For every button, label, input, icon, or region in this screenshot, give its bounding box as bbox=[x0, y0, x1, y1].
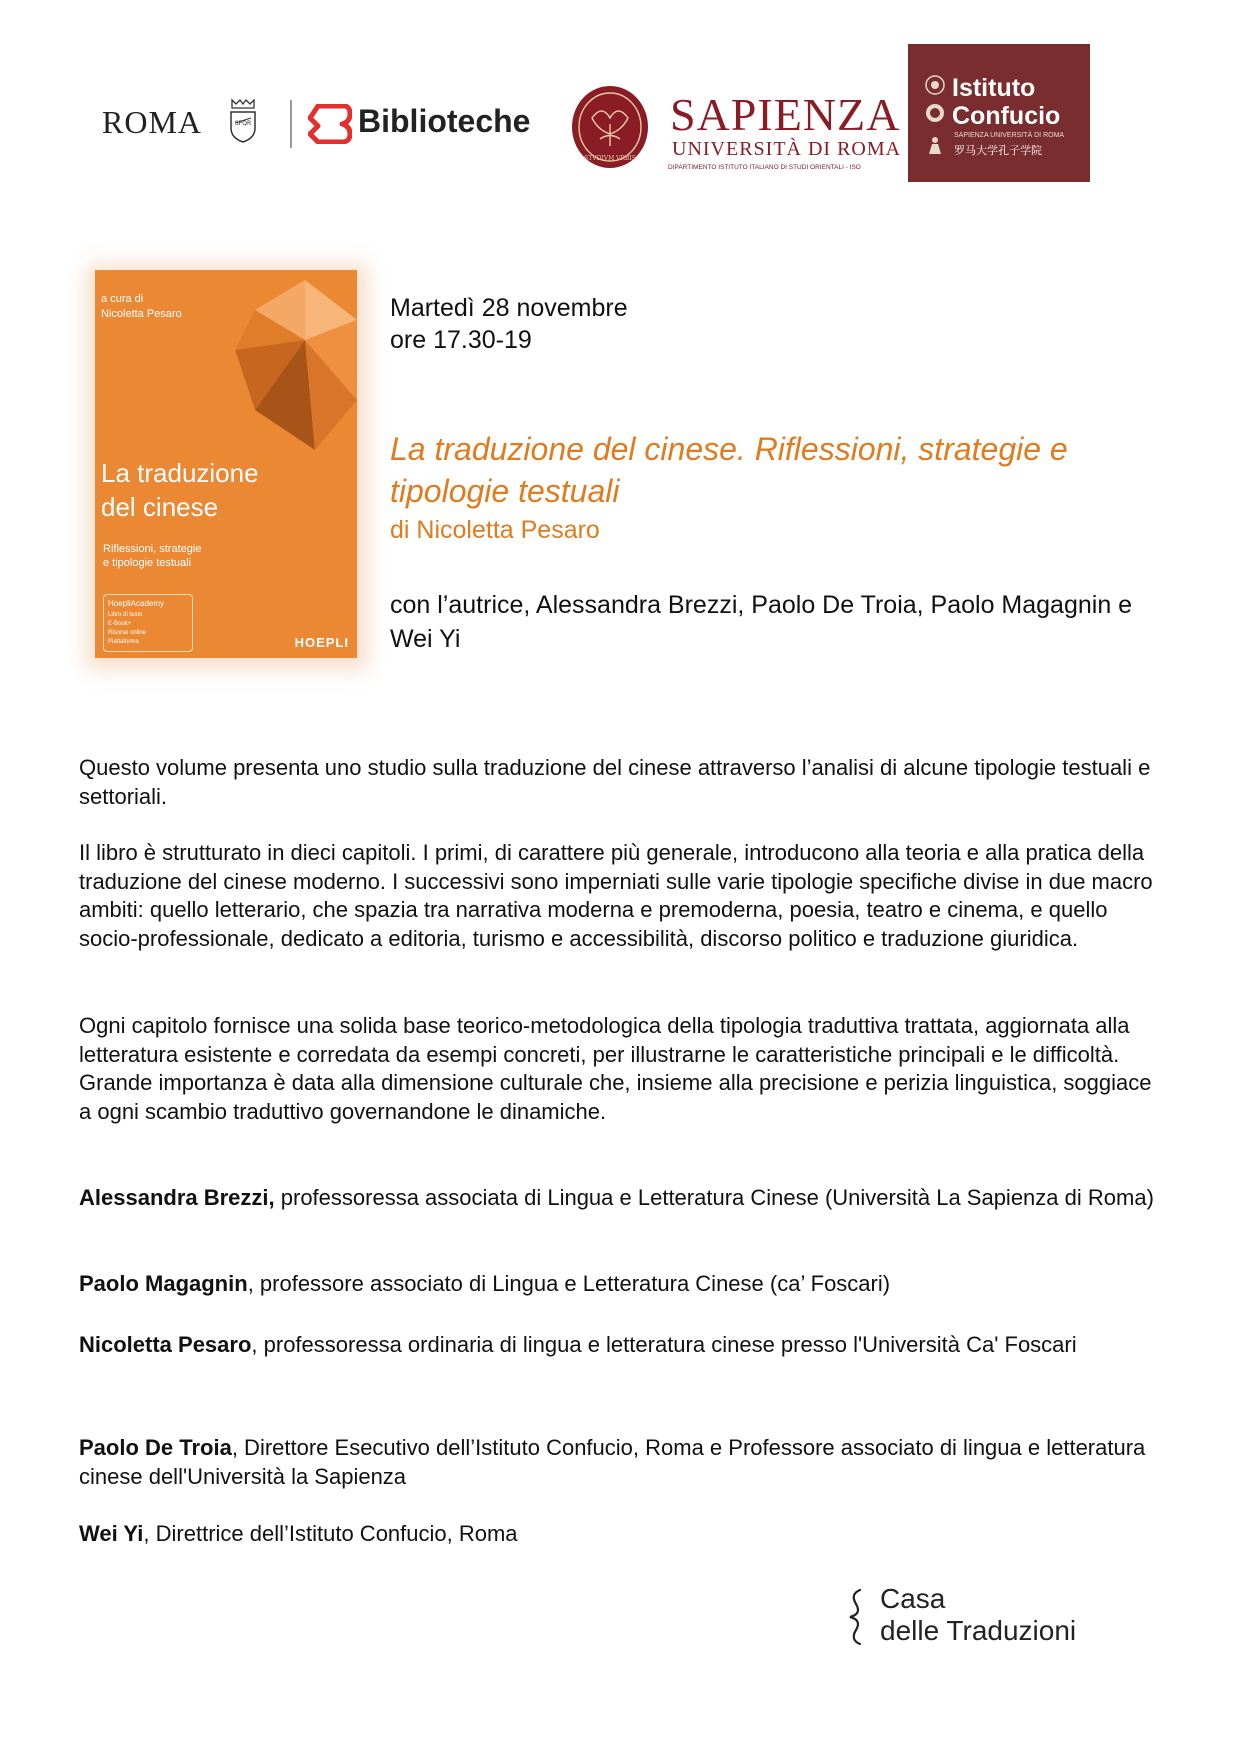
cover-curator bbox=[101, 292, 182, 322]
bio-name: Paolo De Troia bbox=[79, 1435, 232, 1460]
bio-name: Paolo Magagnin bbox=[79, 1271, 248, 1296]
confucio-emblem-icon bbox=[924, 74, 946, 96]
confucio-subtitle: SAPIENZA UNIVERSITÀ DI ROMA bbox=[954, 132, 1065, 139]
book-cover bbox=[95, 270, 357, 658]
bio-text: , professore associato di Lingua e Letteratura Cinese (ca’ Foscari) bbox=[247, 1271, 891, 1296]
bio-paolo-magagnin bbox=[79, 1270, 1169, 1299]
biblioteche-logo-text: Biblioteche bbox=[358, 103, 531, 139]
casa-traduzioni-line2: delle Traduzioni bbox=[880, 1615, 1077, 1646]
roma-crest-icon bbox=[228, 98, 258, 144]
biblioteche-logo-icon bbox=[308, 104, 352, 144]
cover-academy-item: E-Book+ bbox=[108, 621, 132, 627]
istituto-confucio-logo bbox=[908, 44, 1090, 182]
cover-curator-label: a cura di bbox=[101, 293, 144, 305]
event-date: Martedì 28 novembre bbox=[390, 294, 628, 322]
cover-subtitle-line2: e tipologie testuali bbox=[103, 557, 192, 569]
bio-alessandra-brezzi bbox=[79, 1184, 1169, 1213]
confucio-line-istituto: Istituto bbox=[952, 74, 1036, 102]
roma-logo-text: ROMA bbox=[102, 104, 203, 140]
confucius-figure-icon bbox=[924, 136, 946, 154]
event-guests: con l’autrice, Alessandra Brezzi, Paolo De Troia, Paolo Magagnin e Wei Yi bbox=[390, 591, 1133, 653]
confucio-line-confucio: Confucio bbox=[952, 102, 1061, 130]
description-paragraph: Il libro è strutturato in dieci capitoli. I primi, di carattere più generale, introducono alla teoria e alla pratica della traduzione del cinese moderno. I successivi sono imperniati sulle varie tipologie specifiche divise in due macro ambiti: quello letterario, che spazia tra narrativa moderna e premoderna, poesia, teatro e cinema, e quello socio-professionale, dedicato a editoria, turismo e accessibilità, discorso politico e traduzione giuridica. bbox=[79, 840, 1153, 951]
svg-text:STVDIVM VRBIS: STVDIVM VRBIS bbox=[584, 155, 636, 162]
book-author: di Nicoletta Pesaro bbox=[390, 516, 600, 544]
cover-publisher: HOEPLI bbox=[294, 635, 349, 650]
cover-subtitle-line1: Riflessioni, strategie bbox=[103, 543, 202, 555]
confucio-chinese-name: 罗马大学孔子学院 bbox=[954, 145, 1042, 157]
cover-title-line2: del cinese bbox=[101, 492, 219, 522]
casa-traduzioni-bracket-icon bbox=[846, 1588, 866, 1646]
polyhedron-graphic bbox=[235, 280, 357, 450]
cover-academy-item: Piattaforma bbox=[108, 639, 139, 645]
sapienza-department: DIPARTIMENTO ISTITUTO ITALIANO DI STUDI ORIENTALI - ISO bbox=[668, 164, 861, 171]
bio-paolo-de-troia bbox=[79, 1434, 1169, 1491]
description-paragraph: Questo volume presenta uno studio sulla traduzione del cinese attraverso l’analisi di alcune tipologie testuali e settoriali. bbox=[79, 755, 1151, 809]
cover-title bbox=[101, 456, 259, 524]
sapienza-subtitle: UNIVERSITÀ DI ROMA bbox=[672, 138, 902, 160]
book-title: La traduzione del cinese. Riflessioni, strategie e tipologie testuali bbox=[390, 431, 1068, 509]
cover-subtitle bbox=[103, 542, 201, 570]
header-divider bbox=[290, 100, 292, 148]
bio-text: , professoressa ordinaria di lingua e letteratura cinese presso l'Università Ca' Foscari bbox=[251, 1332, 1077, 1357]
cover-academy-item: Libro di testo bbox=[108, 612, 143, 618]
event-time: ore 17.30-19 bbox=[390, 326, 532, 354]
bio-text: , Direttrice dell’Istituto Confucio, Roma bbox=[143, 1521, 518, 1546]
description-paragraph: Ogni capitolo fornisce una solida base teorico-metodologica della tipologia traduttiva trattata, aggiornata alla letteratura esistente e corredata da esempi concreti, per illustrarne le caratteristiche principali e le difficoltà. Grande importanza è data alla dimensione culturale che, insieme alla precisione e perizia linguistica, soggiace a ogni scambio traduttivo governandone le dinamiche. bbox=[79, 1013, 1152, 1124]
bio-name: Wei Yi bbox=[79, 1521, 144, 1546]
cover-title-line1: La traduzione bbox=[101, 458, 259, 488]
cover-academy-label: HoepliAcademy bbox=[108, 599, 165, 608]
sapienza-title: SAPIENZA bbox=[670, 89, 901, 140]
cover-academy-item: Risorse online bbox=[108, 630, 147, 636]
sapienza-seal-icon bbox=[570, 84, 650, 170]
cover-academy-list bbox=[108, 611, 146, 647]
bio-text: professoressa associata di Lingua e Letteratura Cinese (Università La Sapienza di Roma) bbox=[274, 1185, 1154, 1210]
sapienza-mini-seal-icon bbox=[924, 102, 946, 124]
cover-academy-badge bbox=[103, 594, 193, 652]
svg-text:SPQR: SPQR bbox=[234, 120, 252, 127]
bio-nicoletta-pesaro bbox=[79, 1328, 1169, 1361]
cover-curator-name: Nicoletta Pesaro bbox=[101, 308, 182, 320]
bio-name: Nicoletta Pesaro bbox=[79, 1332, 252, 1357]
bio-name: Alessandra Brezzi, bbox=[79, 1185, 275, 1210]
casa-traduzioni-line1: Casa bbox=[880, 1583, 946, 1614]
bio-text: , Direttore Esecutivo dell’Istituto Confucio, Roma e Professore associato di lingua e letteratura cinese dell'Università la Sapienza bbox=[79, 1435, 1146, 1489]
bio-wei-yi bbox=[79, 1520, 1169, 1549]
